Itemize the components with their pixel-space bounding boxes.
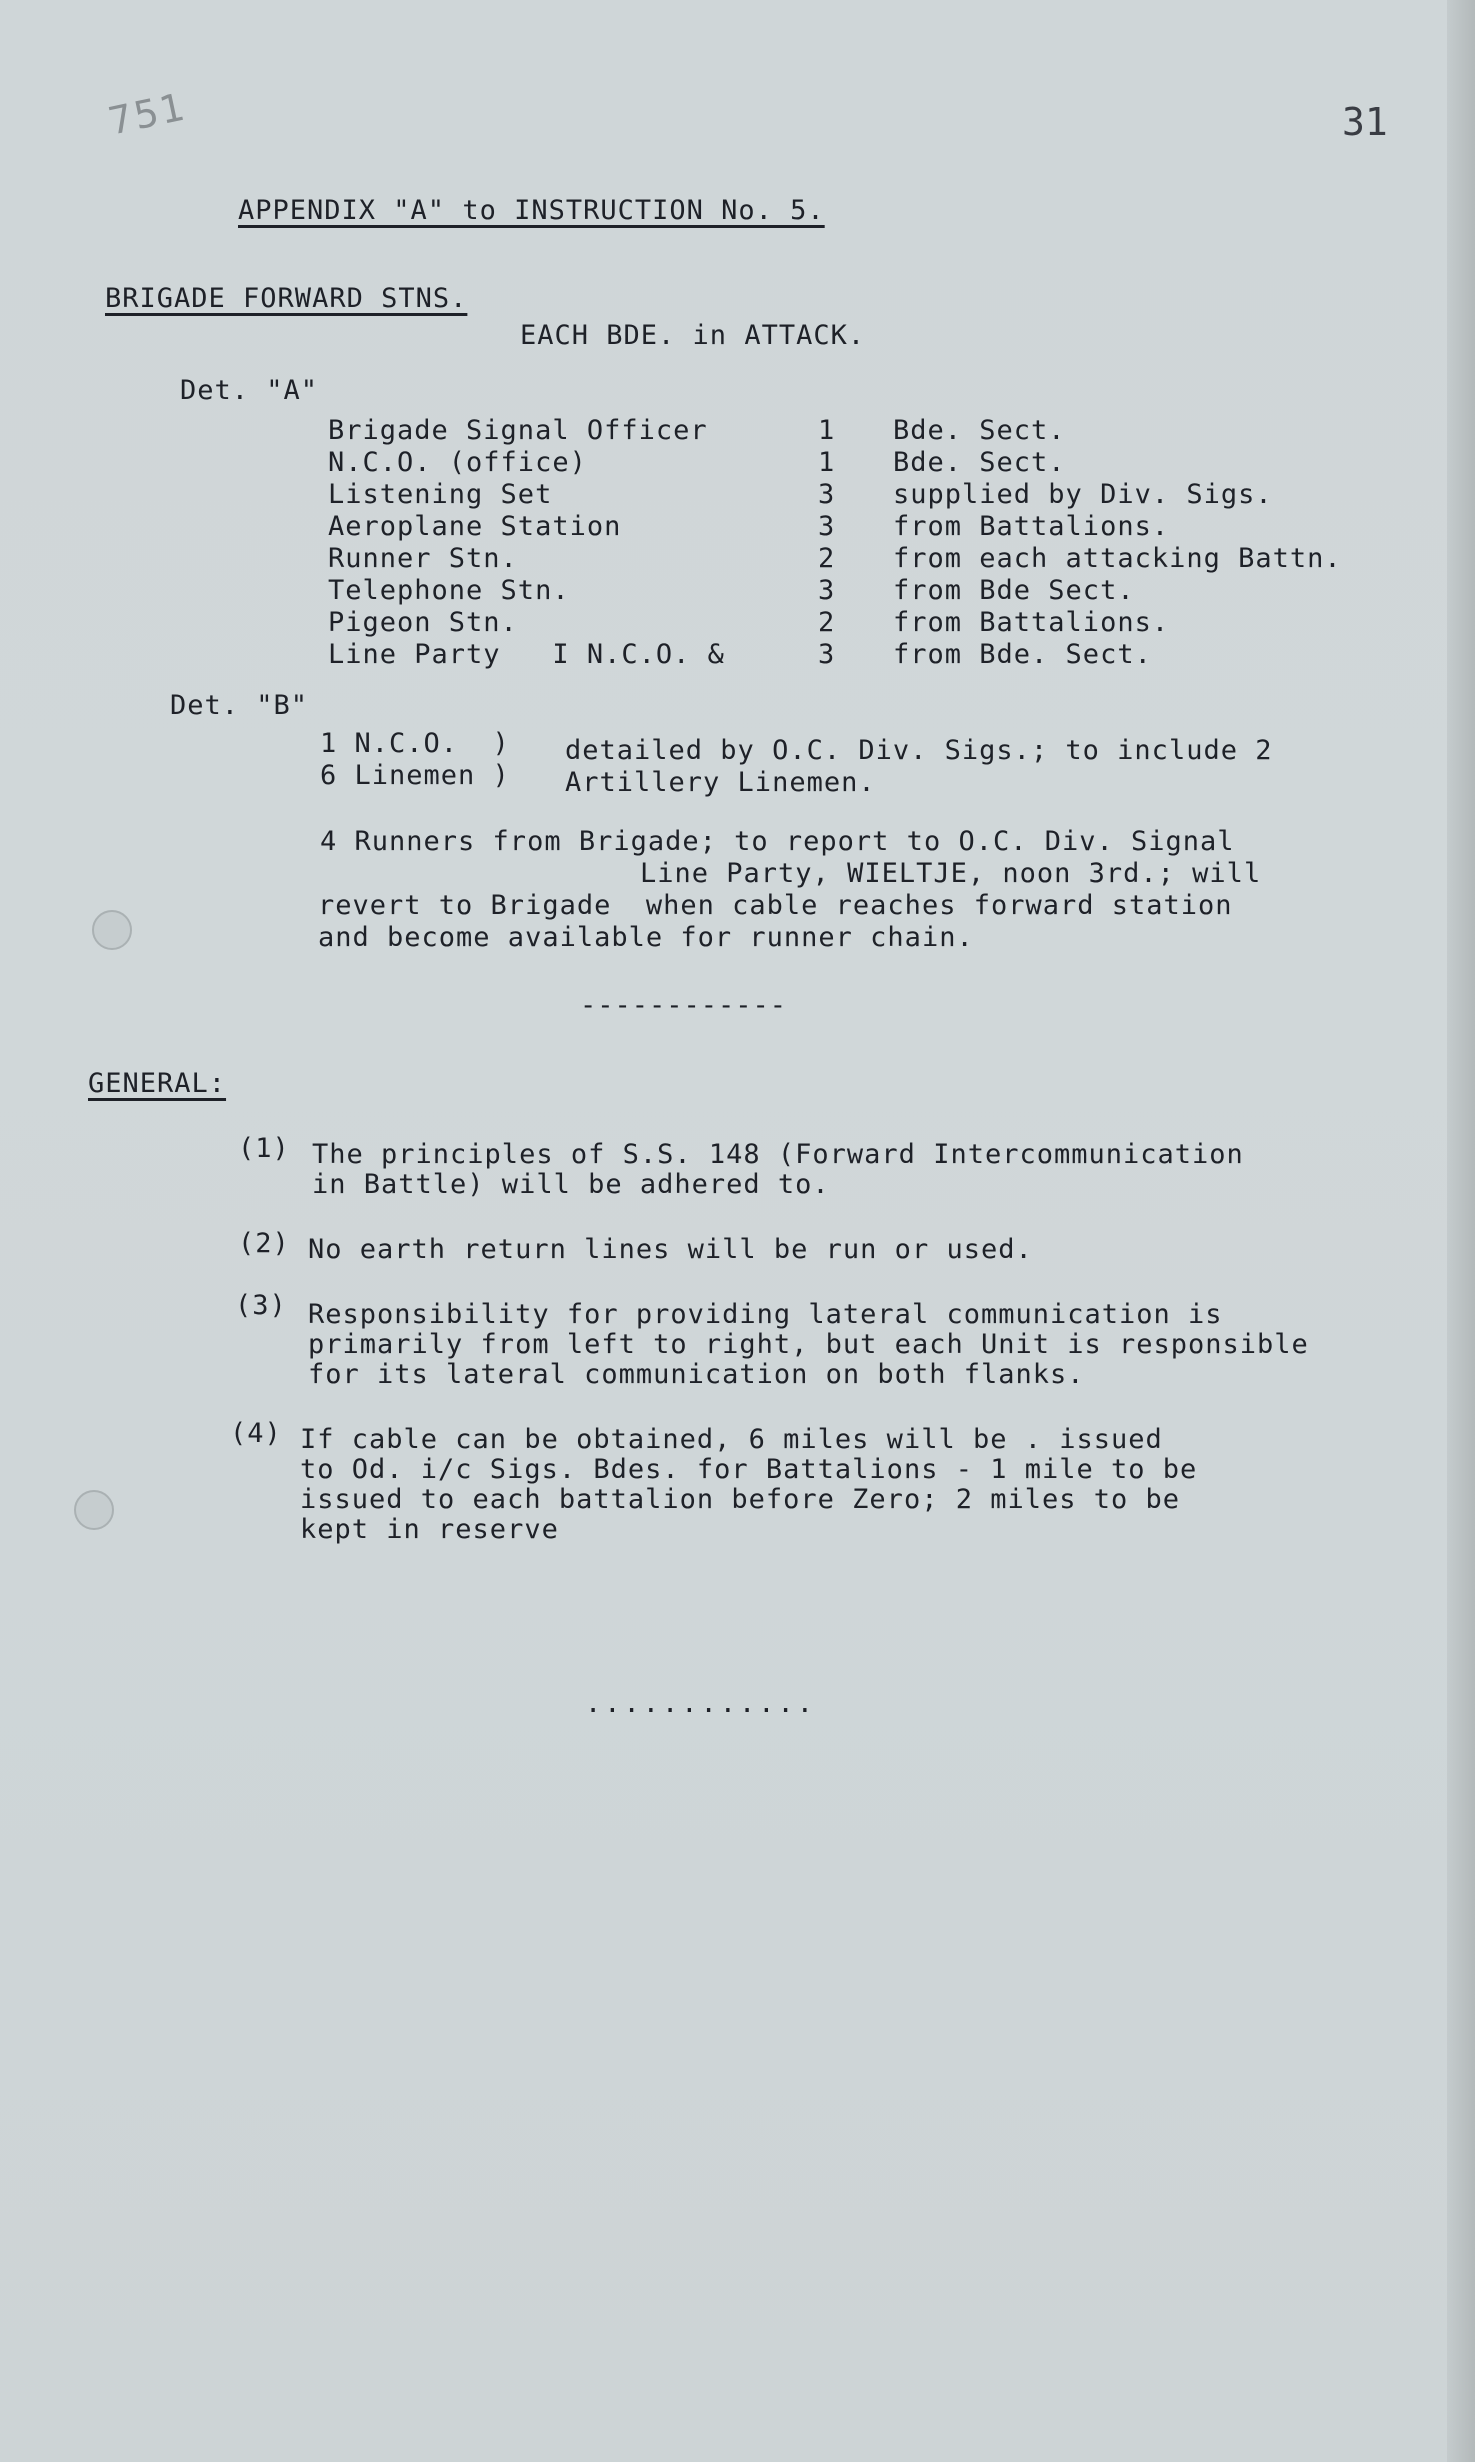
item-text: If cable can be obtained, 6 miles will be . issued to Od. i/c Sigs. Bdes. for Battalions - 1 mile to be issued to each battalion before Zero; 2 miles to be kept in reserve [300, 1424, 1198, 1545]
item-text: No earth return lines will be run or used. [308, 1234, 1033, 1265]
row-item: Telephone Stn. [328, 575, 570, 606]
row-item: N.C.O. (office) [328, 447, 587, 478]
row-qty: 3 [818, 511, 836, 542]
row-item: Listening Set [328, 479, 553, 510]
runners-line-2: Line Party, WIELTJE, noon 3rd.; will [640, 858, 1262, 889]
row-source: Bde. Sect. [893, 447, 1066, 478]
row-qty: 1 [818, 447, 836, 478]
row-qty: 3 [818, 479, 836, 510]
det-b-nco: 1 N.C.O. ) [320, 728, 510, 759]
row-item: Pigeon Stn. [328, 607, 518, 638]
document-title: APPENDIX "A" to INSTRUCTION No. 5. [238, 195, 825, 226]
row-item: Aeroplane Station [328, 511, 622, 542]
det-a-label: Det. "A" [180, 375, 319, 406]
general-heading: GENERAL: [88, 1068, 227, 1099]
row-qty: 2 [818, 543, 836, 574]
table-row [0, 639, 1475, 671]
row-qty: 3 [818, 639, 836, 670]
table-row [0, 607, 1475, 639]
table-row [0, 543, 1475, 575]
item-number: (2) [238, 1228, 290, 1259]
runners-line-3: revert to Brigade when cable reaches forward station [318, 890, 1233, 921]
row-item: Runner Stn. [328, 543, 518, 574]
item-number: (4) [230, 1418, 282, 1449]
runners-line-1: 4 Runners from Brigade; to report to O.C. Div. Signal [320, 826, 1235, 857]
row-source: supplied by Div. Sigs. [893, 479, 1273, 510]
row-source: from Bde. Sect. [893, 639, 1152, 670]
row-source: Bde. Sect. [893, 415, 1066, 446]
punch-hole-lower [74, 1490, 114, 1530]
page-number: 31 [1342, 100, 1388, 144]
runners-line-4: and become available for runner chain. [318, 922, 974, 953]
punch-hole-upper [92, 910, 132, 950]
row-qty: 2 [818, 607, 836, 638]
row-qty: 3 [818, 575, 836, 606]
table-row [0, 415, 1475, 447]
section-divider: ------------ [580, 990, 788, 1021]
det-b-linemen: 6 Linemen ) [320, 760, 510, 791]
page-edge-shadow [1447, 0, 1475, 2462]
det-b-detail-1: detailed by O.C. Div. Sigs.; to include 2 [565, 735, 1273, 766]
item-number: (1) [238, 1133, 290, 1164]
det-b-label: Det. "B" [170, 690, 309, 721]
item-text: Responsibility for providing lateral communication is primarily from left to right, but each Unit is responsible for its lateral communication on both flanks. [308, 1299, 1309, 1390]
pencil-folio-number: 751 [104, 84, 191, 144]
row-source: from Bde Sect. [893, 575, 1135, 606]
row-source: from Battalions. [893, 511, 1170, 542]
item-text: The principles of S.S. 148 (Forward Intercommunication in Battle) will be adhered to. [312, 1139, 1244, 1200]
row-qty: 1 [818, 415, 836, 446]
table-row [0, 479, 1475, 511]
row-source: from Battalions. [893, 607, 1170, 638]
end-mark: ............ [585, 1688, 817, 1719]
section-heading-brigade: BRIGADE FORWARD STNS. [105, 283, 468, 314]
table-row [0, 511, 1475, 543]
row-source: from each attacking Battn. [893, 543, 1342, 574]
table-row [0, 575, 1475, 607]
section-subheading: EACH BDE. in ATTACK. [520, 320, 866, 351]
row-item: Line Party I N.C.O. & [328, 639, 725, 670]
det-b-detail-2: Artillery Linemen. [565, 767, 876, 798]
row-item: Brigade Signal Officer [328, 415, 708, 446]
table-row [0, 447, 1475, 479]
item-number: (3) [235, 1290, 287, 1321]
